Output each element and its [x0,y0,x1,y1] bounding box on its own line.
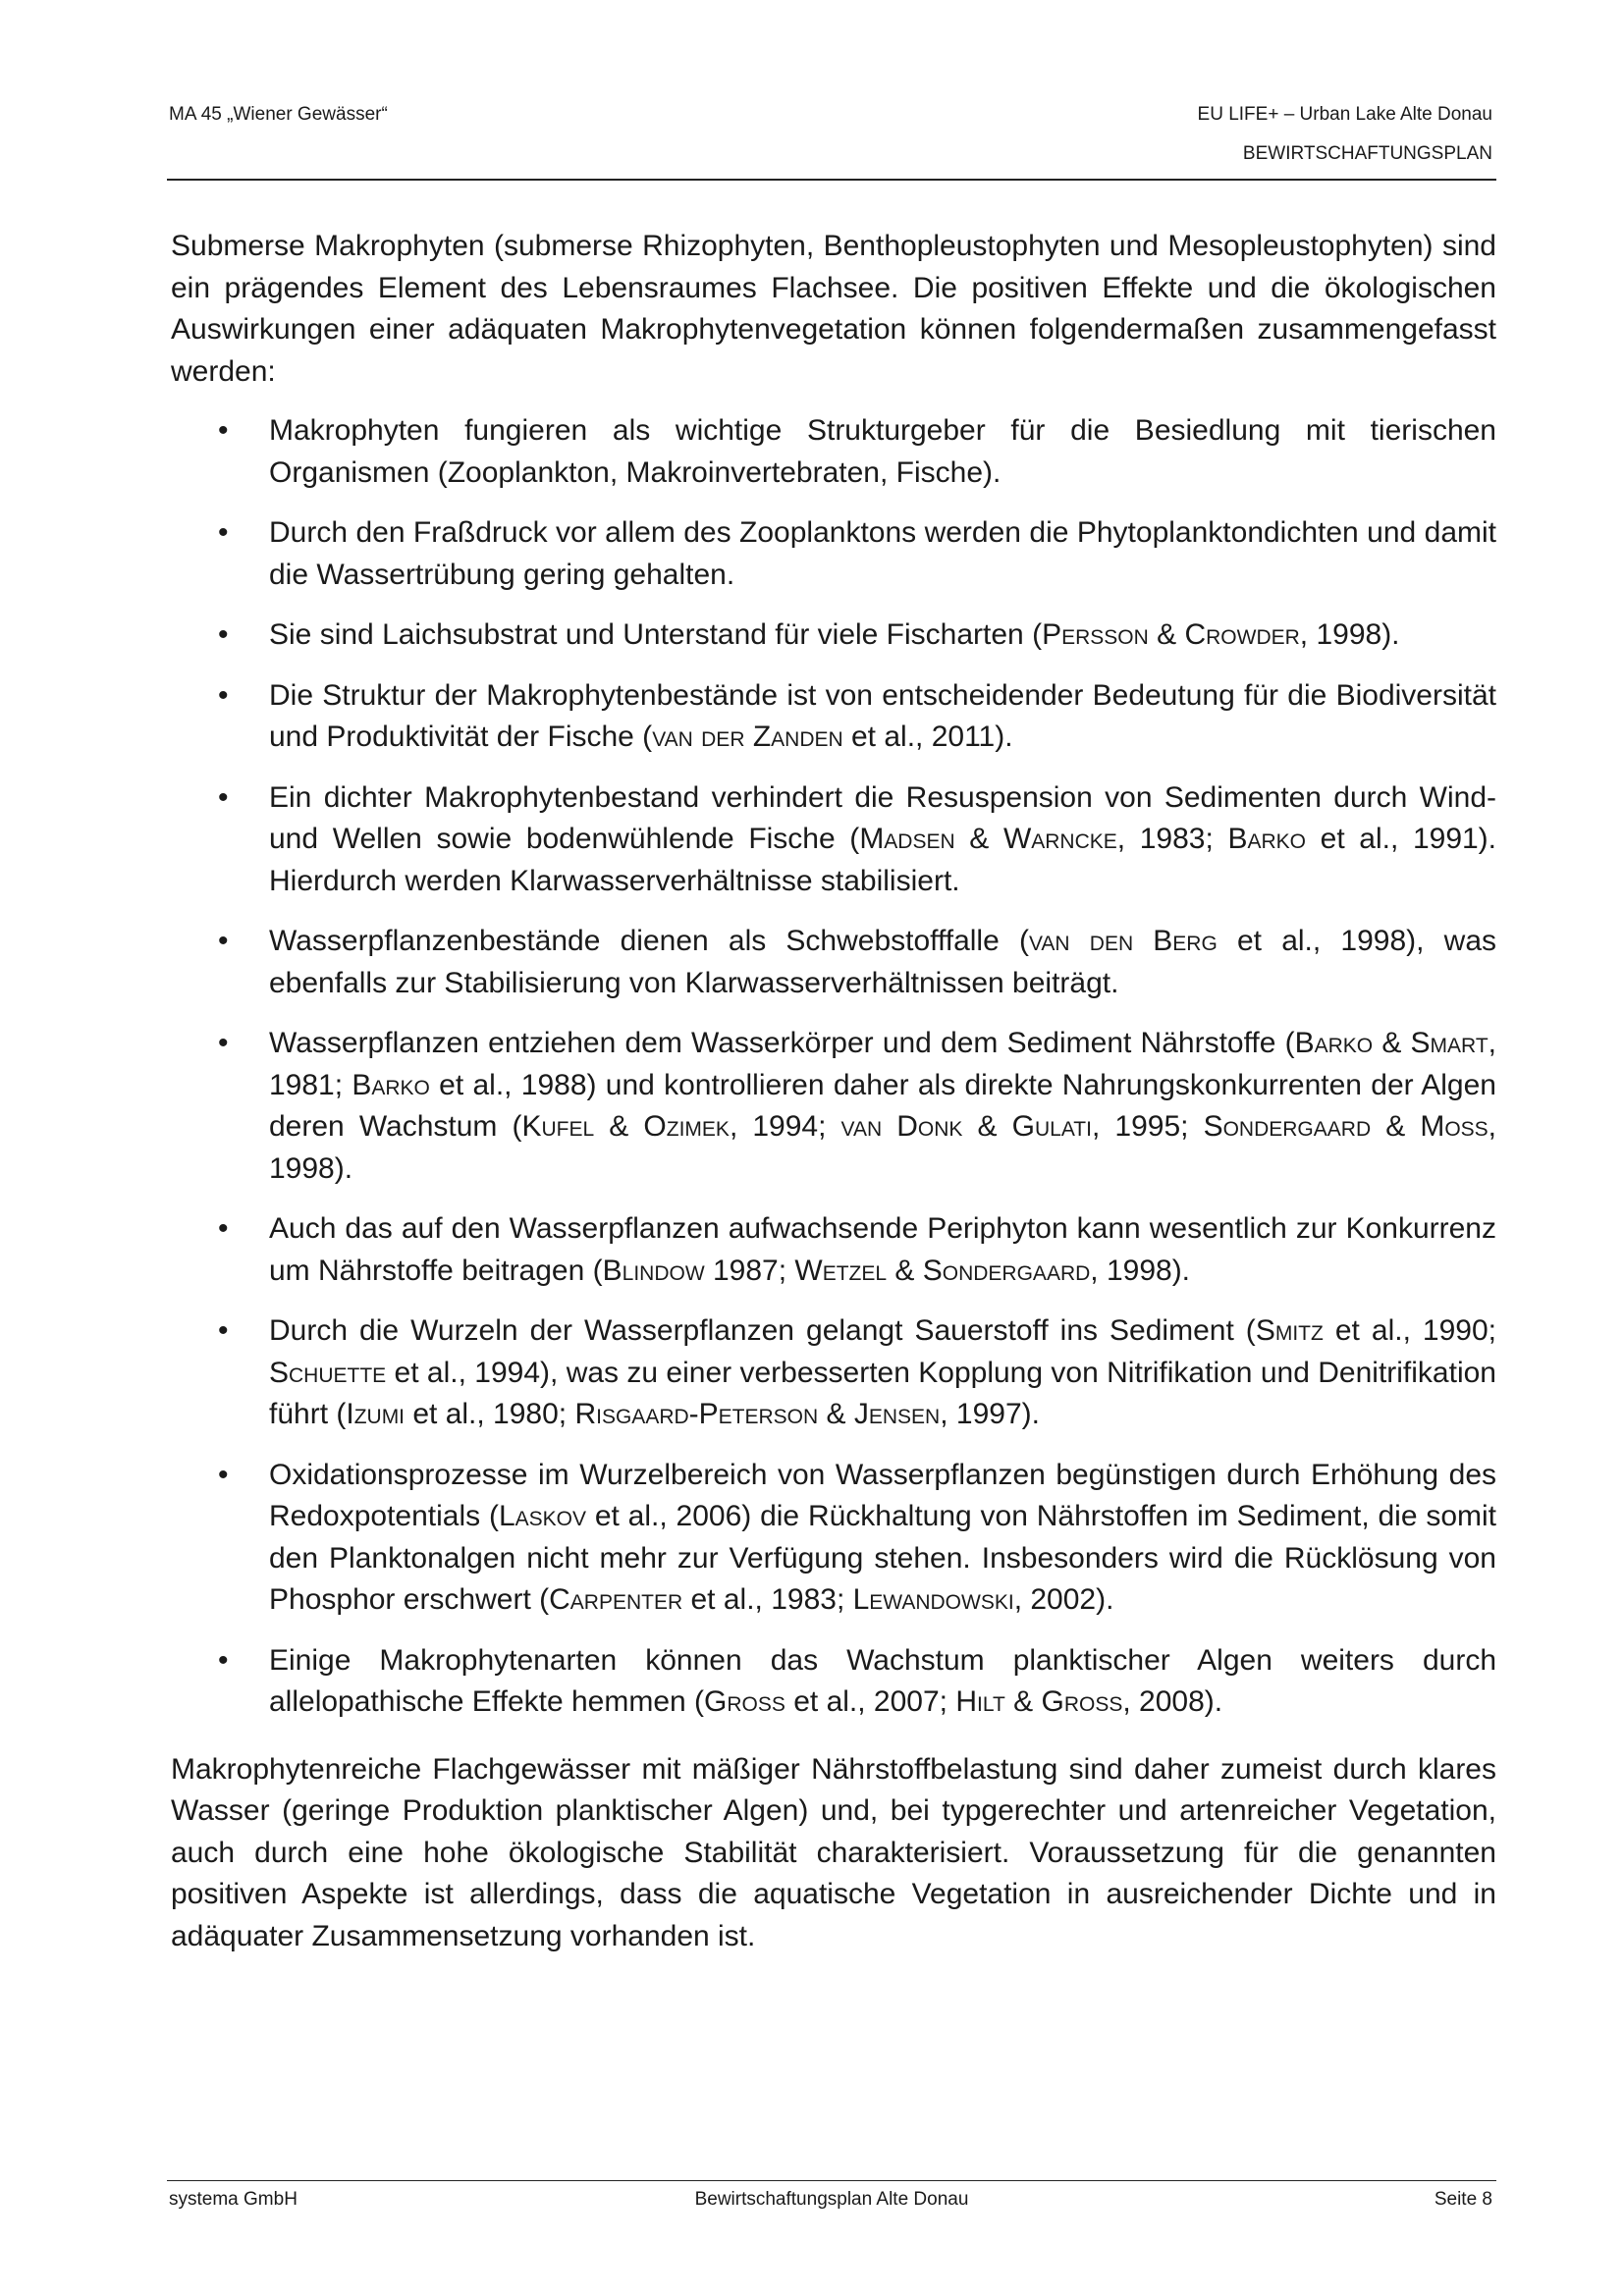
bullet-text: & [1004,1685,1042,1718]
citation-author: Blindow [602,1254,705,1287]
bullet-text: et al., 2006) die Rückhaltung von Nährstoffen im Sediment, die somit den Planktonalgen nicht mehr zur Verfügung stehen. Insbesonders wird die Rücklösung von Phosphor erschwert ( [269,1500,1497,1616]
bullet-icon: • [218,414,229,447]
citation-author: Barko [352,1068,430,1101]
citation-author: Gross [704,1685,785,1718]
bullet-icon: • [218,1458,229,1491]
bullet-item [171,512,1496,596]
bullet-text: et al., 1980; [405,1398,575,1430]
citation-author: Ozimek [643,1110,730,1143]
citation-author: Persson [1042,618,1149,651]
citation-author: Madsen [859,823,955,855]
bullet-text: Ein dichter Makrophytenbestand verhindert die Resuspension von Sedimenten durch Wind- und Wellen sowie bodenwühlende Fische ( [269,780,1496,855]
bullet-text: Einige Makrophytenarten können das Wachstum planktischer Algen weiters durch allelopathische Effekte hemmen ( [269,1643,1496,1718]
bullet-text: , 2002). [1013,1583,1114,1616]
citation-author: Carpenter [549,1583,683,1616]
bullet-item [171,1208,1496,1292]
bullet-item [171,1023,1496,1190]
bullet-text: & [818,1398,854,1430]
bullet-item [171,1640,1496,1724]
bullet-text: , 1995; [1091,1110,1204,1143]
bullet-text: et al., 1998), was ebenfalls zur Stabilisierung von Klarwasserverhältnissen beiträgt. [269,925,1496,999]
bullet-icon: • [218,618,229,651]
bullet-text: Auch das auf den Wasserpflanzen aufwachsende Periphyton kann wesentlich zur Konkurrenz um Nährstoffe beitragen ( [269,1212,1496,1287]
citation-author: Sondergaard [922,1254,1091,1287]
citation-author: Sondergaard [1203,1110,1372,1143]
footer-document-title: Bewirtschaftungsplan Alte Donau [694,2189,969,2210]
bullet-text: Wasserpflanzen entziehen dem Wasserkörper und dem Sediment Nährstoffe ( [269,1027,1295,1059]
bullet-text: , 1981; [269,1027,1496,1101]
bullet-text: , 1998). [1090,1254,1191,1287]
citation-author: Wetzel [794,1254,888,1287]
bullet-icon: • [218,516,229,549]
header-document-type: BEWIRTSCHAFTUNGSPLAN [1242,143,1492,164]
bullet-text: & [954,823,1003,855]
closing-paragraph: Makrophytenreiche Flachgewässer mit mäßiger Nährstoffbelastung sind daher zumeist durch klares Wasser (geringe Produktion planktischer Algen) und, bei typgerechter und artenreicher Vegetation, auch durch eine hohe ökologische Stabilität charakterisiert. Voraussetzung für die genannten positiven Aspekte ist allerdings, dass die aquatische Vegetation in ausreichender Dichte und in adäquater Zusammensetzung vorhanden ist. [171,1752,1496,1952]
bullet-text: & [1148,618,1185,651]
bullet-text: Wasserpflanzenbestände dienen als Schwebstofffalle ( [269,925,1029,957]
footer-page-number: Seite 8 [1434,2189,1492,2210]
bullet-text: Oxidationsprozesse im Wurzelbereich von Wasserpflanzen begünstigen durch Erhöhung des Redoxpotentials ( [269,1458,1496,1532]
header-organization: MA 45 „Wiener Gewässer“ [169,104,388,125]
bullet-text: & [1371,1110,1421,1143]
bullet-text: Durch die Wurzeln der Wasserpflanzen gelangt Sauerstoff ins Sediment ( [269,1314,1256,1347]
bullet-text: et al., 1988) und kontrollieren daher als direkte Nahrungskonkurrenten der Algen deren Wachstum ( [269,1068,1496,1143]
bullet-text: , 1983; [1116,823,1228,855]
bullet-text: et al., 2007; [785,1685,956,1718]
citation-author: van den Berg [1028,925,1218,957]
bullet-item [171,1310,1496,1436]
bullet-text: Durch den Fraßdruck vor allem des Zooplanktons werden die Phytoplanktondichten und damit die Wassertrübung gering gehalten. [269,516,1496,591]
citation-author: Izumi [346,1398,406,1430]
bullet-item [171,777,1496,903]
citation-author: Schuette [269,1356,387,1389]
bullet-text: Die Struktur der Makrophytenbestände ist von entscheidender Bedeutung für die Biodiversität und Produktivität der Fische ( [269,678,1496,753]
bullet-text: & [1373,1027,1411,1059]
bullet-item [171,410,1496,494]
citation-author: Risgaard-Peterson [574,1398,819,1430]
bullet-icon: • [218,1643,229,1677]
footer-company: systema GmbH [169,2189,298,2210]
header-project: EU LIFE+ – Urban Lake Alte Donau [1197,104,1492,125]
bullet-icon: • [218,1027,229,1059]
bullet-item [171,675,1496,759]
citation-author: Lewandowski [852,1583,1014,1616]
bullet-text: 1987; [704,1254,795,1287]
citation-author: Smitz [1255,1314,1324,1347]
bullet-text: , 1994; [729,1110,841,1143]
bullet-icon: • [218,1314,229,1347]
page-header [167,98,1496,181]
bullet-text: & [887,1254,923,1287]
citation-author: Kufel [521,1110,595,1143]
intro-paragraph: Submerse Makrophyten (submerse Rhizophyten, Benthopleustophyten und Mesopleustophyten) sind ein prägendes Element des Lebensraumes Flachsee. Die positiven Effekte und die ökologischen Auswirkungen einer adäquaten Makrophytenvegetation können folgendermaßen zusammengefasst werden: [171,230,1496,388]
citation-author: Hilt [955,1685,1005,1718]
citation-author: Barko [1227,823,1306,855]
bullet-text: et al., 2011). [842,721,1013,753]
page-footer [167,2180,1496,2220]
bullet-icon: • [218,1212,229,1245]
citation-author: Crowder [1184,618,1300,651]
citation-author: Laskov [498,1500,587,1532]
bullet-text: et al., 1990; [1323,1314,1496,1347]
citation-author: Barko [1294,1027,1374,1059]
bullet-icon: • [218,780,229,814]
bullet-text: , 1998). [1299,618,1400,651]
bullet-item [171,614,1496,657]
citation-author: Smart [1410,1027,1489,1059]
effects-bullet-list [171,410,1496,1724]
bullet-icon: • [218,925,229,957]
citation-author: Jensen [853,1398,941,1430]
citation-author: Gross [1041,1685,1123,1718]
bullet-text: , 1998). [269,1110,1497,1185]
citation-author: Warncke [1002,823,1117,855]
bullet-text: & [962,1110,1012,1143]
bullet-text: & [594,1110,644,1143]
bullet-text: , 1997). [940,1398,1040,1430]
main-content [171,226,1496,1957]
citation-author: Moss [1420,1110,1489,1143]
citation-author: Gulati [1011,1110,1092,1143]
bullet-text: , 2008). [1122,1685,1223,1718]
citation-author: van der Zanden [652,721,843,753]
bullet-icon: • [218,678,229,712]
bullet-text: Makrophyten fungieren als wichtige Strukturgeber für die Besiedlung mit tierischen Organismen (Zooplankton, Makroinvertebraten, Fische). [269,414,1496,489]
bullet-text: Sie sind Laichsubstrat und Unterstand für viele Fischarten ( [269,618,1043,651]
bullet-text: et al., 1994), was zu einer verbesserten Kopplung von Nitrifikation und Denitrifikation führt ( [269,1356,1496,1430]
bullet-text: et al., 1991). Hierdurch werden Klarwasserverhältnisse stabilisiert. [269,823,1497,897]
citation-author: van Donk [840,1110,963,1143]
bullet-item [171,921,1496,1004]
bullet-text: et al., 1983; [682,1583,853,1616]
bullet-item [171,1455,1496,1622]
